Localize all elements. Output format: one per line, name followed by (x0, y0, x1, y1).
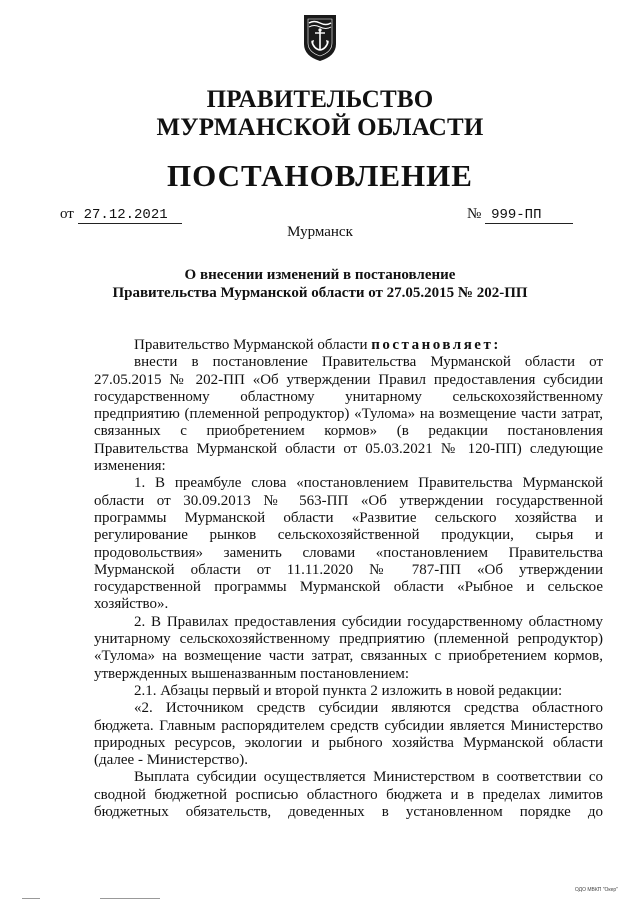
number-value: 999-ПП (485, 208, 573, 224)
subject-line2: Правительства Мурманской области от 27.05.2015 № 202-ПП (112, 285, 528, 301)
footer-dash-right (100, 898, 160, 899)
print-mark: ОДО МВКП "Окер" (574, 887, 618, 893)
paragraph-6: Выплата субсидии осуществляется Министерством в соответствии со сводной бюджетной росписью областного бюджета и в пределах лимитов бюджетных обязательств, доведенных в установленном порядке до (94, 769, 603, 821)
date-value: 27.12.2021 (78, 208, 182, 224)
date-prefix: от (60, 206, 74, 222)
footer-dash-left (22, 898, 40, 899)
paragraph-3: 2. В Правилах предоставления субсидии государственному областному унитарному сельскохозяйственному предприятию (племенной репродуктор) «Тулома» на возмещение части затрат, связанных с приобретением кормов, утвержденных вышеназванным постановлением: (94, 613, 603, 682)
paragraph-5: «2. Источником средств субсидии являются средства областного бюджета. Главным распорядителем средств субсидии является Министерство природных ресурсов, экологии и рыбного хозяйства Мурманской области (далее - Министерство). (94, 700, 603, 769)
paragraph-4: 2.1. Абзацы первый и второй пункта 2 изложить в новой редакции: (134, 682, 563, 699)
intro-paragraph (94, 337, 603, 354)
document-type-title: ПОСТАНОВЛЕНИЕ (167, 158, 473, 193)
intro-verb: постановляет: (371, 337, 501, 353)
paragraph-2: 1. В преамбуле слова «постановлением Правительства Мурманской области от 30.09.2013 № 563-ПП «Об утверждении государственной программы Мурманской области «Развитие сельского хозяйства и регулирование рынков сельскохозяйственной продукции, сырья и продовольствия» заменить словами «постановлением Правительства Мурманской области от 11.11.2020 № 787-ПП «Об утверждении государственной программы Мурманской области «Рыбное и сельское хозяйство». (94, 475, 603, 613)
subject-line1: О внесении изменений в постановление (184, 267, 456, 283)
number-prefix: № (467, 206, 482, 222)
org-name-line1: ПРАВИТЕЛЬСТВО (206, 86, 434, 113)
document-body (94, 337, 603, 821)
number-field (467, 206, 573, 224)
org-name-line2: МУРМАНСКОЙ ОБЛАСТИ (156, 114, 484, 141)
intro-lead: Правительство Мурманской области (134, 337, 372, 353)
date-field (60, 206, 182, 224)
coat-of-arms-emblem (303, 14, 337, 62)
paragraph-1: внести в постановление Правительства Мурманской области от 27.05.2015 № 202-ПП «Об утверждении Правил предоставления субсидии государственному областному унитарному сельскохозяйственному предприятию (племенной репродуктор) «Тулома» на возмещение части затрат, связанных с приобретением кормов» (в редакции постановления Правительства Мурманской области от 05.03.2021 № 120-ПП) следующие изменения: (94, 354, 603, 475)
city-label: Мурманск (287, 224, 353, 240)
